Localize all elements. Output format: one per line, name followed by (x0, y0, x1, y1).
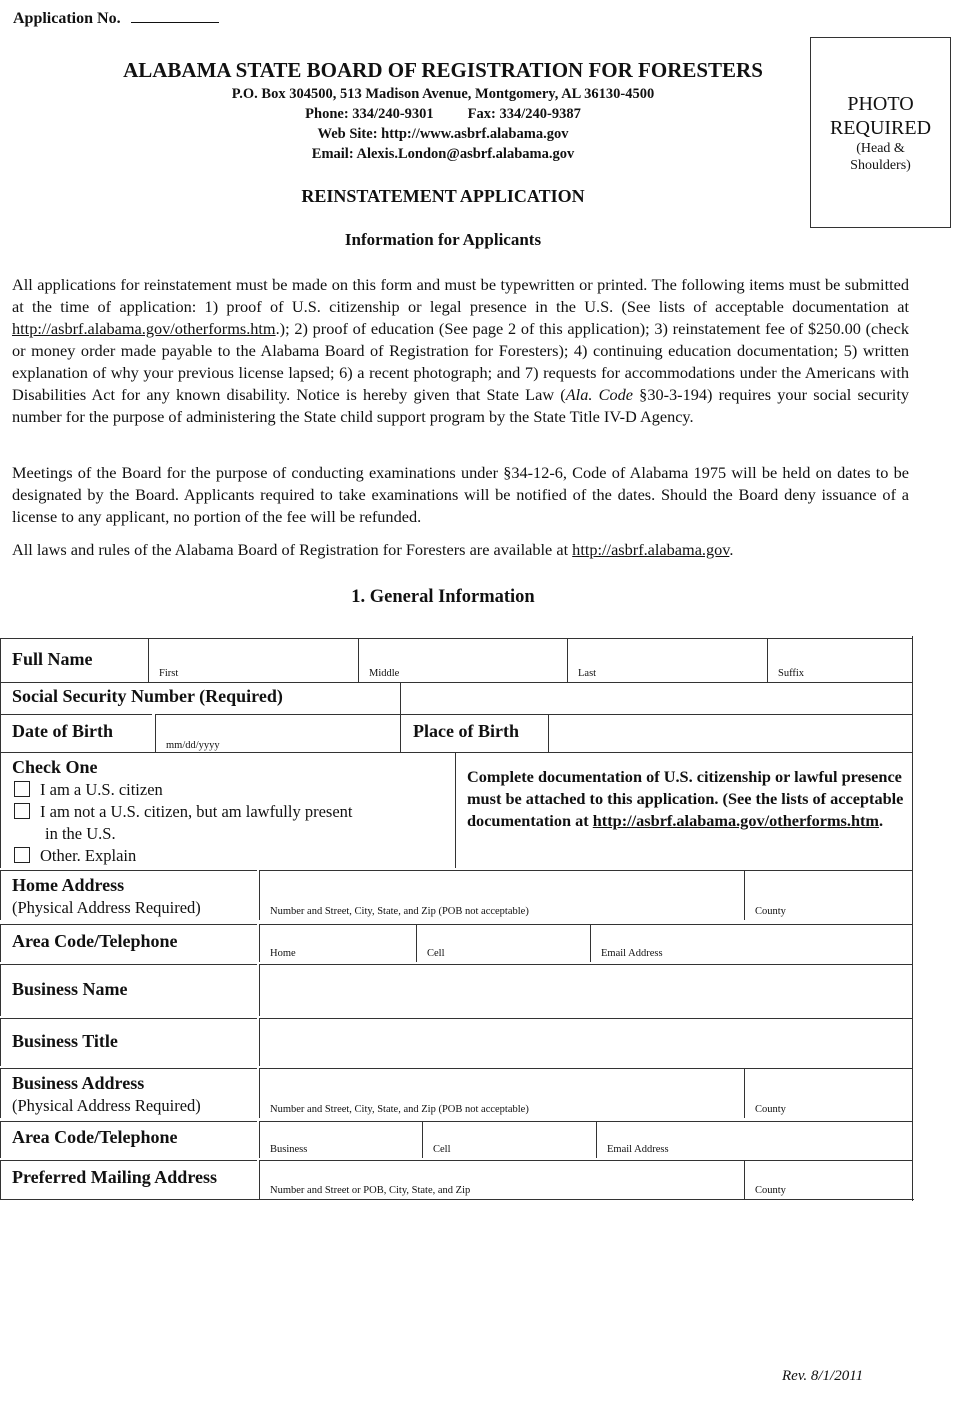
first-name-field[interactable] (148, 638, 358, 682)
asbrf-link[interactable]: http://asbrf.alabama.gov (572, 540, 730, 559)
option-lawfully-present-cont: in the U.S. (45, 824, 116, 843)
checkbox-us-citizen[interactable] (14, 781, 30, 797)
option-us-citizen[interactable] (14, 779, 163, 801)
last-name-hint: Last (578, 668, 597, 679)
section-title: 1. General Information (351, 587, 535, 607)
checkbox-other[interactable] (14, 847, 30, 863)
citizenship-note (467, 766, 907, 832)
home-cell-hint: Cell (427, 948, 445, 959)
application-number (13, 8, 219, 28)
business-name-label: Business Name (12, 979, 128, 999)
business-phone-label-cell (0, 1121, 257, 1158)
business-address-field[interactable] (259, 1068, 744, 1118)
pob-label: Place of Birth (413, 721, 519, 741)
business-county-hint: County (755, 1104, 786, 1115)
home-phone-field[interactable] (259, 924, 416, 962)
ssn-label-cell (0, 682, 400, 714)
business-address-sublabel: (Physical Address Required) (12, 1096, 201, 1115)
laws-text: All laws and rules of the Alabama Board of Registration for Foresters are available at (12, 540, 573, 559)
photo-label-2: REQUIRED (829, 117, 932, 139)
pob-field[interactable] (548, 714, 912, 752)
business-name-field[interactable] (259, 964, 912, 1016)
home-address-sublabel: (Physical Address Required) (12, 898, 201, 917)
business-county-field[interactable] (744, 1068, 912, 1118)
org-name: ALABAMA STATE BOARD OF REGISTRATION FOR FORESTERS (123, 58, 763, 82)
business-cell-field[interactable] (422, 1121, 596, 1158)
org-phone-fax (0, 104, 886, 124)
business-title-label-cell (0, 1018, 257, 1066)
home-cell-field[interactable] (416, 924, 590, 962)
business-address-hint: Number and Street, City, State, and Zip (POB not acceptable) (270, 1104, 529, 1115)
option-lawfully-present[interactable] (14, 801, 353, 823)
full-name-label: Full Name (12, 649, 93, 669)
citizenship-note-text: Complete documentation of U.S. citizenship or lawful presence must be attached to this application. (See the lists of acceptable documentation at (467, 767, 904, 830)
ssn-label: Social Security Number (Required) (12, 686, 283, 706)
org-address: P.O. Box 304500, 513 Madison Avenue, Montgomery, AL 36130-4500 (231, 86, 655, 102)
laws-paragraph (12, 539, 909, 561)
laws-text-end: . (729, 540, 734, 559)
org-phone: Phone: 334/240-9301 (305, 106, 434, 122)
business-address-label-cell (0, 1068, 257, 1118)
home-county-hint: County (755, 906, 786, 917)
home-address-hint: Number and Street, City, State, and Zip (POB not acceptable) (270, 906, 529, 917)
home-address-label: Home Address (12, 875, 125, 895)
photo-label-3: (Head & (856, 141, 905, 156)
business-phone-field[interactable] (259, 1121, 422, 1158)
citizenship-note-end: . (879, 811, 884, 830)
application-number-label: Application No. (13, 10, 121, 27)
dob-field[interactable] (155, 714, 400, 752)
instructions-paragraph (12, 274, 909, 428)
home-address-label-cell (0, 870, 257, 920)
home-phone-label-cell (0, 924, 257, 962)
instructions-text-3: §30-3-194) requires your social security number for the purpose of administering the State child support program by the State Title IV-D Agency. (12, 385, 909, 426)
meetings-paragraph: Meetings of the Board for the purpose of conducting examinations under §34-12-6, Code of Alabama 1975 will be held on dates to be designated by the Board. Applicants required to take examinations will be notified of the dates. Should the Board deny issuance of a license to any applicant, no portion of the fee will be refunded. (12, 463, 909, 526)
form-border-bottom (0, 1199, 914, 1200)
home-phone-hint: Home (270, 948, 296, 959)
application-number-blank[interactable] (131, 8, 219, 23)
form-title: REINSTATEMENT APPLICATION (301, 186, 585, 206)
business-title-label: Business Title (12, 1031, 118, 1051)
middle-name-field[interactable] (358, 638, 567, 682)
home-phone-label: Area Code/Telephone (12, 931, 178, 951)
mailing-county-hint: County (755, 1185, 786, 1196)
dob-hint: mm/dd/yyyy (166, 740, 220, 751)
option-us-citizen-label: I am a U.S. citizen (40, 780, 163, 799)
org-website: Web Site: http://www.asbrf.alabama.gov (317, 126, 569, 142)
option-other-label: Other. Explain (40, 846, 137, 865)
org-email: Email: Alexis.London@asbrf.alabama.gov (311, 146, 575, 162)
checkbox-lawfully-present[interactable] (14, 803, 30, 819)
home-county-field[interactable] (744, 870, 912, 920)
form-subtitle: Information for Applicants (344, 230, 542, 249)
business-address-label: Business Address (12, 1073, 145, 1093)
form-border-right (912, 636, 913, 1201)
dob-label-cell (0, 714, 152, 752)
dob-label: Date of Birth (12, 721, 113, 741)
check-one-label: Check One (12, 757, 98, 777)
photo-label-4: Shoulders) (850, 158, 911, 173)
instructions-text-2: .); 2) proof of education (See page 2 of this application); 3) reinstatement fee of $250.00 (check or money order made payable to the Alabama Board of Registration for Foresters); 4) continuing education documentation; 5) written explanation of why your previous license lapsed; 6) a recent photograph; and 7) requests for accommodations under the Americans with Disabilities Act for any known disability. Notice is hereby given that State Law ( (12, 319, 909, 404)
revision-date: Rev. 8/1/2011 (782, 1368, 864, 1384)
otherforms-link[interactable]: http://asbrf.alabama.gov/otherforms.htm (12, 319, 276, 338)
option-lawfully-present-label: I am not a U.S. citizen, but am lawfully present (40, 802, 353, 821)
mailing-address-field[interactable] (259, 1160, 744, 1199)
org-fax: Fax: 334/240-9387 (467, 106, 581, 122)
ala-code-citation: Ala. Code (565, 385, 633, 404)
instructions-text-1: All applications for reinstatement must be made on this form and must be typewritten or printed. The following items must be submitted at the time of application: 1) proof of U.S. citizenship or legal presence in the U.S. (See lists of acceptable documentation at (12, 275, 909, 316)
business-cell-hint: Cell (433, 1144, 451, 1155)
home-address-field[interactable] (259, 870, 744, 920)
mailing-county-field[interactable] (744, 1160, 912, 1199)
business-phone-label: Area Code/Telephone (12, 1127, 178, 1147)
home-email-field[interactable] (590, 924, 912, 962)
business-name-label-cell (0, 964, 257, 1016)
home-email-hint: Email Address (601, 948, 663, 959)
pob-label-cell (400, 714, 548, 752)
suffix-hint: Suffix (778, 668, 805, 679)
photo-box (810, 37, 951, 228)
option-other[interactable] (14, 845, 136, 867)
citizenship-docs-link[interactable]: http://asbrf.alabama.gov/otherforms.htm (592, 811, 879, 830)
middle-name-hint: Middle (369, 668, 400, 679)
ssn-field[interactable] (400, 682, 912, 714)
first-name-hint: First (159, 668, 179, 679)
last-name-field[interactable] (567, 638, 767, 682)
business-email-hint: Email Address (607, 1144, 669, 1155)
full-name-label-cell (0, 638, 148, 682)
mailing-address-hint: Number and Street or POB, City, State, and Zip (270, 1185, 471, 1196)
business-phone-hint: Business (270, 1144, 308, 1155)
business-title-field[interactable] (259, 1018, 912, 1066)
mailing-address-label-cell (0, 1160, 257, 1199)
photo-label-1: PHOTO (847, 93, 914, 115)
mailing-address-label: Preferred Mailing Address (12, 1167, 217, 1187)
business-email-field[interactable] (596, 1121, 912, 1158)
check-one-cell (0, 752, 455, 868)
suffix-field[interactable] (767, 638, 912, 682)
